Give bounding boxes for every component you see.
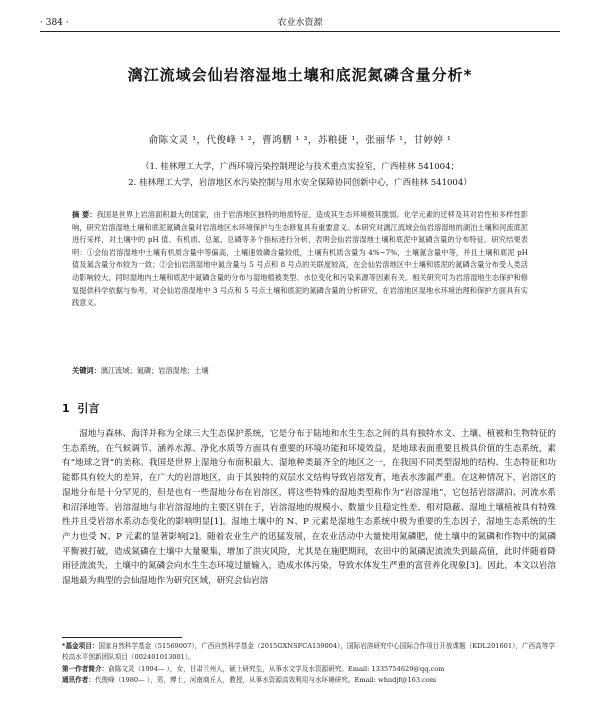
footnote-funding-label: *基金项目： bbox=[62, 642, 99, 650]
footnote-funding bbox=[62, 641, 556, 663]
keywords bbox=[72, 365, 528, 377]
header-rule bbox=[40, 31, 560, 32]
footnote-first-author bbox=[62, 664, 556, 675]
section-title: 引言 bbox=[77, 402, 100, 415]
footnote-corresponding-label: 通讯作者： bbox=[62, 676, 95, 684]
body-paragraph: 湿地与森林、海洋并称为全球三大生态保护系统，它是分布于陆地和水生生态之间的具有独特水文、土壤、植被和生物特征的生态系统，在气候调节、涵养水源、净化水质等方面具有重要的环境功能和环境效益，是地球表面重要且极具价值的生态系统，素有“地球之肾”的美称。我国是世界上湿地分布面积最大、湿地种类最齐全的地区之一，在我国不同类型湿地的结构、生态特征和功能都具有较大的差异，在广大的岩溶地区，由于其独特的双层水文结构导致岩溶发育，地表水渗漏严重。在这种情况下，岩溶区的湿地分布是十分罕见的，但是也有一些湿地分布在岩溶区，将这些特殊的湿地类型称作为“岩溶湿地”，它包括岩溶湖泊、河流水系和沼泽地等。岩溶湿地与非岩溶湿地的主要区别在于，岩溶湿地的规模小、数量少且稳定性差、相对隐蔽、湿地土壤植被具有特殊性并且受岩溶水系动态变化的影响明显[1]。湿地土壤中的 N、P 元素是湿地生态系统中极为重要的生态因子，湿地生态系统的生产力也受 N、P 元素的显著影响[2]。随着农业生产的迅猛发展，在农业活动中大量使用氮磷肥，使土壤中的氮磷和作物中的氮磷平衡被打破，造成氮磷在土壤中大量聚集，增加了洪灾风险，尤其是在施肥期间，农田中的氮磷泥流流失到最高值，此时伴随着降雨径流流失，土壤中的氮磷会向水生生态环境过量输入，造成水体污染，导致水体发生严重的富营养化现象[3]。因此，本文以岩溶湿地最为典型的会仙湿地作为研究区域，研究会仙岩溶 bbox=[62, 429, 556, 587]
abstract bbox=[72, 209, 528, 310]
page-number: · 384 · bbox=[40, 18, 69, 28]
affiliation-1: （1. 桂林理工大学，广西环境污染控制理论与技术重点实验室，广西桂林 541004； bbox=[141, 162, 459, 172]
footnote-funding-text: 国家自然科学基金（51569007），广西自然科学基金（2015GXNSFCA139004），国际岩溶研究中心国际合作项目开放课题（KDL201601），广西高等学校高水平创新团队项目（002401013001）。 bbox=[62, 642, 555, 661]
running-head bbox=[40, 16, 560, 30]
footnote-first-author-label: 第一作者简介： bbox=[62, 665, 109, 673]
keywords-text: 漓江流域；氮磷；岩溶湿地；土壤 bbox=[100, 366, 209, 375]
footnote-corresponding-text: 代俊峰（1980— ），男，博士，河南商丘人，教授，从事水资源高效利用与水环境研究。Email: whudjf@163.com bbox=[94, 676, 437, 684]
paper-title: 漓江流域会仙岩溶湿地土壤和底泥氮磷含量分析* bbox=[127, 66, 473, 84]
section-number: 1 bbox=[62, 402, 70, 415]
section-heading bbox=[62, 400, 99, 416]
footnote-corresponding bbox=[62, 675, 556, 686]
footnote-rule bbox=[62, 637, 182, 638]
author-list: 俞陈文灵 ¹，代俊峰 ¹ ²，曹鸿鹏 ¹ ³，苏粮捷 ¹，张丽华 ¹，甘婷婷 ¹ bbox=[148, 135, 452, 146]
footnote-first-author-text: 俞陈文灵（1994— ），女，甘肃兰州人，硕士研究生，从事水文学及水资源研究。Email: 1335754629@qq.com bbox=[108, 665, 445, 673]
abstract-label: 摘 要： bbox=[72, 210, 97, 219]
journal-name: 农业水资源 bbox=[277, 18, 323, 28]
affiliation-2: 2. 桂林理工大学，岩溶地区水污染控制与用水安全保障协同创新中心，广西桂林 541004） bbox=[128, 178, 472, 188]
keywords-label: 关键词： bbox=[72, 366, 101, 375]
abstract-text: 我国是世界上岩溶面积最大的国家，由于岩溶地区独特的地质特征，造成其生态环境极其脆弱。化学元素的迁移及其对岩性和多样性影响，研究岩溶湿地土壤和底泥氮磷含量对岩溶地区水环境保护与生态修复具有重要意义。本研究对漓江流域会仙岩溶湿地的湖泊土壤和河流底泥进行采样，对土壤中的 pH 值、有机质、总氮、总磷等多个指标进行分析，表明会仙岩溶湿地土壤和底泥中氮磷含量的分布特征。研究结果表明：①会仙岩溶湿地中土壤有机质含量中等偏高，土壤速效磷含量较低，土壤有机质含量为 4%~7%，土壤氮含量中等，并且土壤和底泥 pH 值及氮含量分布较为一致；②会仙岩溶湿地中氮含量与 5 号点和 8 号点的关联度较高，在会仙岩溶地区中土壤和底泥的氮磷含量分布受人类活动影响较大，同时湿地内土壤和底泥中氮磷含量的分布与湿地植被类型、水位变化和污染来源等因素有关。相关研究可为岩溶湿地生态保护和修复提供科学依据与参考，对会仙岩溶湿地中 3 号点和 5 号点土壤和底泥的氮磷含量的分析研究，在岩溶地区湿地水环境治理和保护方面具有实践意义。 bbox=[72, 210, 528, 308]
